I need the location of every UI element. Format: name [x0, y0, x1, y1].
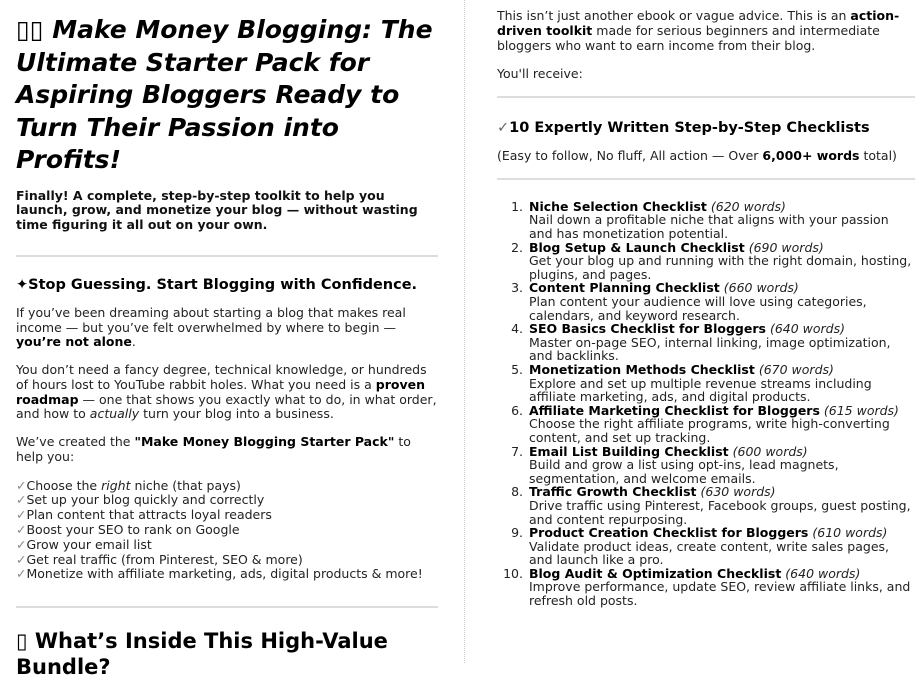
item-description: Drive traffic using Pinterest, Facebook groups, guest posting, and content repurposing. [529, 497, 911, 527]
left-column [16, 0, 438, 680]
item-number: 3. [511, 280, 523, 296]
item-word-count: (640 words) [785, 565, 861, 581]
item-word-count: (640 words) [769, 321, 845, 337]
item-title: Product Creation Checklist for Bloggers [529, 525, 809, 541]
item-title: Content Planning Checklist [529, 280, 720, 296]
item-title: Blog Audit & Optimization Checklist [529, 565, 782, 581]
receive-label: You'll receive: [497, 66, 583, 82]
item-description: Validate product ideas, create content, write sales pages, and launch like a pro. [529, 538, 889, 568]
item-word-count: (660 words) [723, 280, 799, 296]
page-title: ▯▯ Make Money Blogging: The Ultimate Starter Pack for Aspiring Bloggers Ready to Turn Their Passion into Profits! [16, 15, 433, 174]
item-description: Nail down a profitable niche that aligns with your passion and has monetization potential. [529, 212, 889, 242]
item-word-count: (630 words) [700, 484, 776, 500]
divider [16, 255, 438, 257]
item-number: 9. [511, 525, 523, 541]
checklists-heading: ✓10 Expertly Written Step-by-Step Checklists [497, 120, 870, 136]
item-description: Explore and set up multiple revenue streams including affiliate marketing, ads, and digital products. [529, 375, 872, 405]
item-title: SEO Basics Checklist for Bloggers [529, 321, 766, 337]
check-icon: ✓ [16, 522, 27, 537]
section-heading-bundle: ▯ What’s Inside This High-Value Bundle? [16, 629, 388, 680]
paragraph: If you’ve been dreaming about starting a blog that makes real income — but you’ve felt overwhelmed by where to begin — you’re not alone. [16, 304, 406, 350]
item-number: 10. [503, 565, 523, 581]
benefit-item: ✓Set up your blog quickly and correctly [16, 492, 265, 508]
sparkles-icon: ✦ [16, 276, 29, 293]
checklist-item [497, 526, 915, 567]
checklists-note: (Easy to follow, No fluff, All action — Over 6,000+ words total) [497, 148, 897, 164]
item-number: 6. [511, 402, 523, 418]
benefit-item: ✓Choose the right niche (that pays) [16, 477, 241, 493]
item-word-count: (670 words) [758, 361, 834, 377]
check-icon: ✓ [16, 507, 27, 523]
item-description: Choose the right affiliate programs, write high-converting content, and set up tracking. [529, 416, 890, 445]
item-title: Affiliate Marketing Checklist for Bloggers [529, 402, 820, 418]
divider [497, 178, 915, 180]
item-word-count: (620 words) [710, 198, 786, 214]
check-icon: ✓ [16, 477, 27, 493]
item-title: Traffic Growth Checklist [529, 484, 697, 500]
benefit-item: ✓Plan content that attracts loyal readers [16, 507, 272, 523]
right-column [497, 0, 915, 608]
item-number: 8. [511, 484, 523, 500]
item-title: Niche Selection Checklist [529, 198, 707, 214]
item-description: Master on-page SEO, internal linking, image optimization, and backlinks. [529, 334, 891, 364]
item-number: 2. [511, 239, 523, 255]
benefit-item: ✓Get real traffic (from Pinterest, SEO & more) [16, 551, 303, 567]
benefit-item: ✓Grow your email list [16, 536, 152, 552]
item-number: 1. [511, 198, 523, 214]
checklist-item [497, 200, 915, 241]
divider [16, 606, 438, 608]
item-description: Get your blog up and running with the right domain, hosting, plugins, and pages. [529, 253, 912, 282]
check-icon: ✓ [16, 551, 27, 567]
item-word-count: (610 words) [812, 525, 888, 541]
check-icon: ✓ [16, 566, 27, 582]
paragraph: You don’t need a fancy degree, technical knowledge, or hundreds of hours lost to YouTube rabbit holes. What you need is a proven roadmap — one that shows you exactly what to do, in what order, and how to actually turn your blog into a business. [16, 362, 437, 422]
checklist-item [497, 241, 915, 282]
item-description: Plan content your audience will love using categories, calendars, and keyword research. [529, 294, 867, 323]
missing-glyph-icon: ▯ [16, 629, 28, 654]
item-title: Monetization Methods Checklist [529, 361, 755, 377]
item-word-count: (690 words) [748, 239, 824, 255]
checklist-item [497, 404, 915, 445]
item-description: Build and grow a list using opt-ins, lead magnets, segmentation, and welcome emails. [529, 457, 839, 486]
checklist-item [497, 281, 915, 322]
item-title: Email List Building Checklist [529, 443, 729, 459]
checklist-item [497, 363, 915, 404]
intro-paragraph: This isn’t just another ebook or vague advice. This is an action-driven toolkit made for serious beginners and intermediate bloggers who want to earn income from their blog. [497, 8, 900, 53]
item-number: 5. [511, 361, 523, 377]
check-icon: ✓ [497, 120, 510, 136]
subtitle: Finally! A complete, step-by-step toolkit to help you launch, grow, and monetize your blog — without wasting time figuring it all out on your own. [16, 187, 418, 232]
item-number: 7. [511, 443, 523, 459]
paragraph: We’ve created the "Make Money Blogging Starter Pack" to help you: [16, 434, 411, 464]
checklist-item [497, 445, 915, 486]
item-title: Blog Setup & Launch Checklist [529, 239, 745, 255]
section-heading-confidence: ✦Stop Guessing. Start Blogging with Confidence. [16, 276, 418, 293]
column-divider [464, 0, 465, 663]
benefit-item: ✓Monetize with affiliate marketing, ads, digital products & more! [16, 566, 423, 582]
check-icon: ✓ [16, 536, 27, 552]
item-word-count: (600 words) [732, 443, 808, 459]
checklist-list [497, 200, 915, 608]
checklist-item [497, 567, 915, 608]
benefit-item: ✓Boost your SEO to rank on Google [16, 522, 240, 537]
item-number: 4. [511, 321, 523, 337]
checklist-item [497, 485, 915, 526]
check-icon: ✓ [16, 492, 27, 508]
benefit-list [16, 479, 438, 583]
item-description: Improve performance, update SEO, review affiliate links, and refresh old posts. [529, 579, 911, 609]
item-word-count: (615 words) [823, 402, 899, 418]
divider [497, 96, 915, 98]
checklist-item [497, 322, 915, 363]
